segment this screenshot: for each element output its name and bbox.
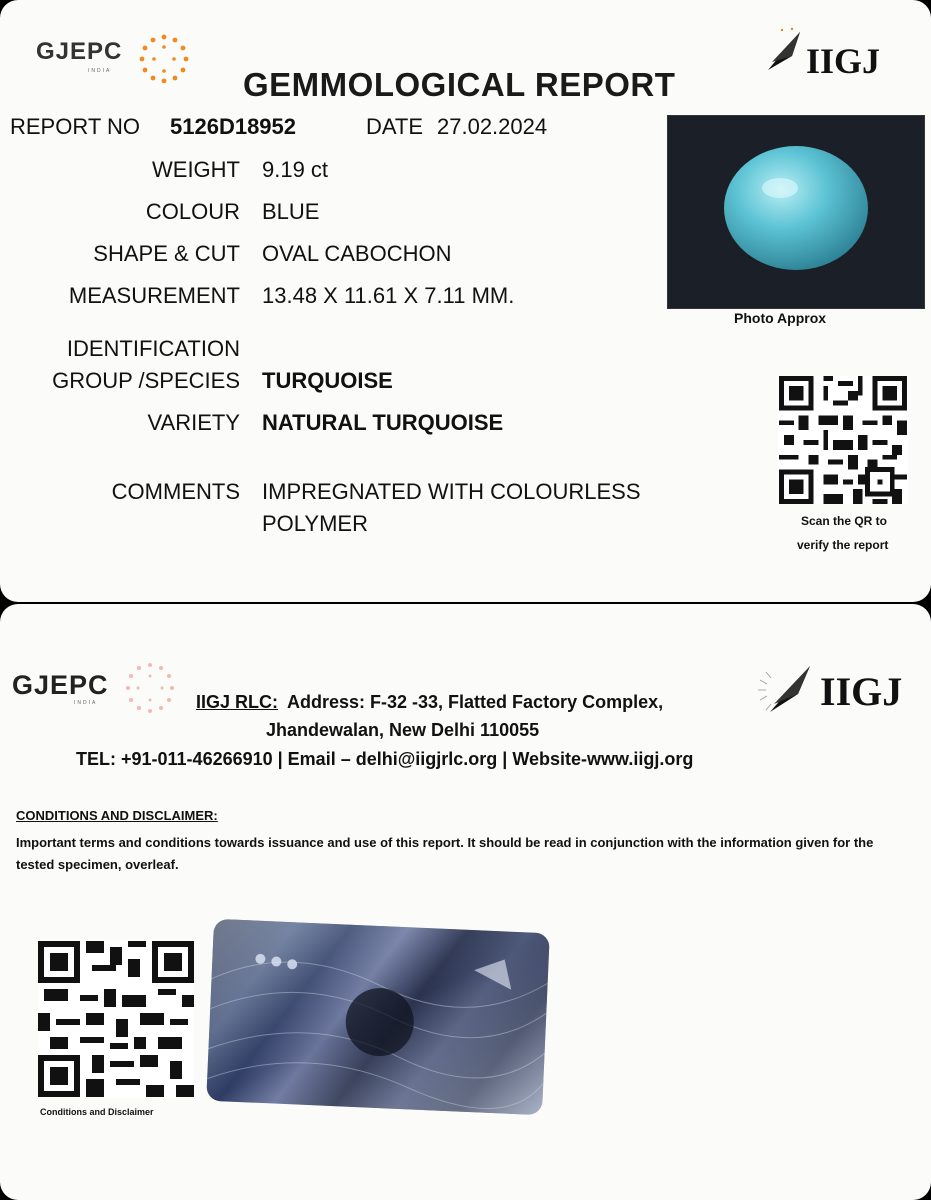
photo-caption: Photo Approx [734,310,827,326]
conditions-heading: CONDITIONS AND DISCLAIMER: [16,808,218,823]
gjepc-logo-sub-back: INDIA [74,700,98,706]
report-no-label: REPORT NO [10,114,140,139]
conditions-text: Important terms and conditions towards issuance and use of this report. It should be read in conjunction with the information given for the tested specimen, overleaf. [16,835,874,872]
report-no-value: 5126D18952 [170,114,297,139]
group-species-value: TURQUOISE [262,368,393,393]
comments-value-line1: IMPREGNATED WITH COLOURLESS [262,479,641,504]
weight-label: WEIGHT [152,157,240,182]
iigj-logo-text: IIGJ [806,41,881,81]
variety-value: NATURAL TURQUOISE [262,410,504,435]
conditions-qr-caption: Conditions and Disclaimer [40,1107,154,1117]
comments-value-line2: POLYMER [262,511,368,536]
address-line2: Jhandewalan, New Delhi 110055 [266,720,540,740]
hologram-pattern-icon [206,919,550,1115]
stone-photo [667,115,925,309]
turquoise-stone-image [668,116,924,308]
address-label: IIGJ RLC: [196,692,279,712]
measurement-value: 13.48 X 11.61 X 7.11 MM. [262,283,515,308]
contact-line: TEL: +91-011-46266910 | Email – delhi@iigjrlc.org | Website-www.iigj.org [76,749,694,769]
colour-value: BLUE [262,199,320,224]
group-species-label: GROUP /SPECIES [52,368,240,393]
identification-label: IDENTIFICATION [66,336,240,361]
iigj-diamond-icon-back [752,660,818,722]
weight-value: 9.19 ct [262,157,329,182]
measurement-label: MEASUREMENT [68,283,240,308]
comments-label: COMMENTS [111,479,240,504]
iigj-diamond-icon [762,26,806,76]
verify-qr-code[interactable] [778,376,908,504]
hologram-security-sticker [206,919,550,1115]
variety-label: VARIETY [147,410,240,435]
qr-caption-line2: verify the report [797,538,889,552]
gjepc-sunburst-icon-back [122,660,178,716]
colour-label: COLOUR [145,199,240,224]
conditions-qr-code[interactable] [38,940,194,1098]
report-back-card [0,604,931,1200]
date-label: DATE [366,114,424,139]
address-line1: Address: F-32 -33, Flatted Factory Complex, [287,692,664,712]
date-value: 27.02.2024 [437,114,548,139]
qr-caption-line1: Scan the QR to [801,514,888,528]
gjepc-sunburst-icon [137,33,191,83]
gjepc-logo-sub: INDIA [88,68,112,74]
report-title: GEMMOLOGICAL REPORT [243,66,676,103]
shape-cut-label: SHAPE & CUT [93,241,240,266]
gjepc-logo-text: GJEPC [36,38,123,65]
iigj-logo-text-back: IIGJ [820,669,903,714]
shape-cut-value: OVAL CABOCHON [262,241,452,266]
gjepc-logo-text-back: GJEPC [12,670,109,700]
